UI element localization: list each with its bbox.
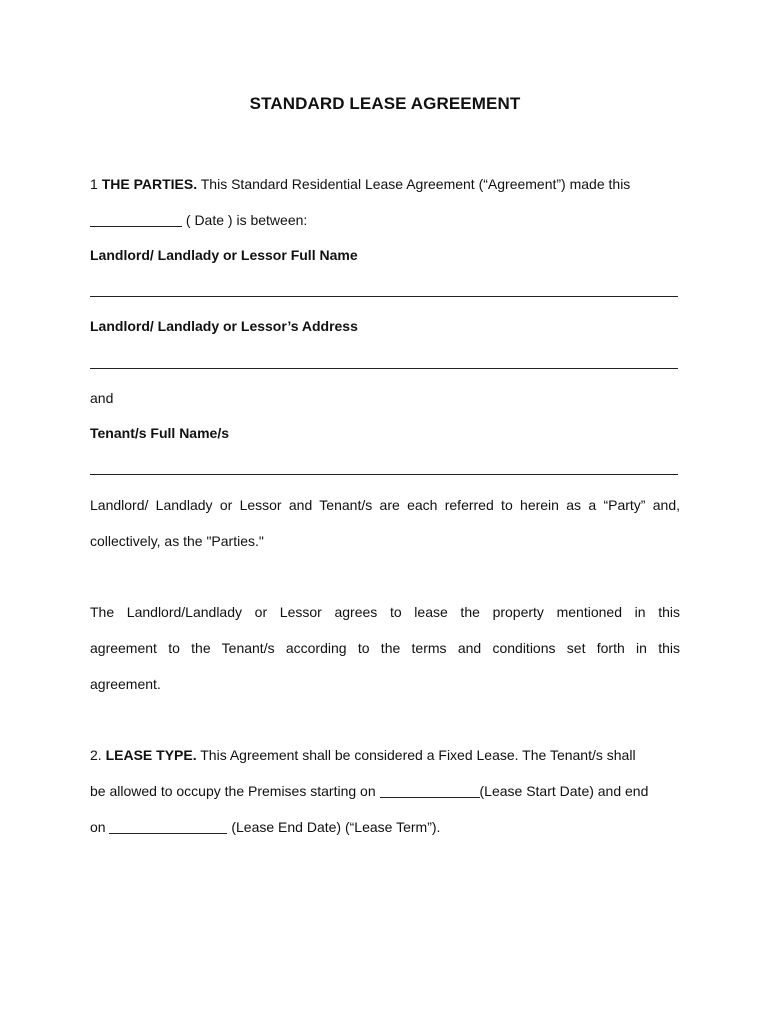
agree-text-line3: agreement. — [90, 676, 161, 692]
parties-heading: THE PARTIES. — [101, 176, 198, 192]
lease-type-line1 — [90, 746, 680, 764]
tenant-name-label: Tenant/s Full Name/s — [90, 425, 229, 441]
lease-end-label: (Lease End Date) (“Lease Term”). — [231, 819, 441, 835]
lease-end-prefix: on — [90, 819, 106, 835]
lease-start-label: (Lease Start Date) and end — [479, 783, 649, 799]
referred-text-line2: collectively, as the "Parties." — [90, 533, 264, 549]
tenant-name-blank-field[interactable] — [90, 474, 678, 475]
landlord-name-label: Landlord/ Landlady or Lessor Full Name — [90, 247, 358, 263]
date-line — [90, 211, 680, 229]
landlord-address-label: Landlord/ Landlady or Lessor’s Address — [90, 318, 358, 334]
parties-number: 1 — [90, 176, 98, 192]
lease-start-prefix: be allowed to occupy the Premises starting on — [90, 783, 376, 799]
lease-type-heading: LEASE TYPE. — [105, 747, 197, 763]
lease-start-date-blank-field[interactable] — [380, 785, 480, 798]
parties-intro-text: This Standard Residential Lease Agreement (“Agreement”) made this — [200, 176, 631, 192]
date-label: ( Date ) is between: — [185, 212, 308, 228]
lease-end-line — [90, 818, 680, 836]
agree-text-line1: The Landlord/Landlady or Lessor agrees to lease the property mentioned in this — [90, 604, 680, 620]
agree-text-line2: agreement to the Tenant/s according to the terms and conditions set forth in this — [90, 640, 680, 656]
lease-type-number: 2. — [90, 747, 102, 763]
parties-intro-line — [90, 175, 680, 193]
lease-end-date-blank-field[interactable] — [109, 821, 227, 834]
lease-type-text: This Agreement shall be considered a Fixed Lease. The Tenant/s shall — [200, 747, 636, 763]
landlord-address-blank-field[interactable] — [90, 368, 678, 369]
landlord-name-blank-field[interactable] — [90, 296, 678, 297]
lease-start-line — [90, 782, 680, 800]
document-title: STANDARD LEASE AGREEMENT — [249, 94, 521, 113]
referred-text-line1: Landlord/ Landlady or Lessor and Tenant/s are each referred to herein as a “Party” and, — [90, 497, 680, 513]
date-blank-field[interactable] — [90, 214, 182, 227]
and-text: and — [90, 390, 114, 406]
